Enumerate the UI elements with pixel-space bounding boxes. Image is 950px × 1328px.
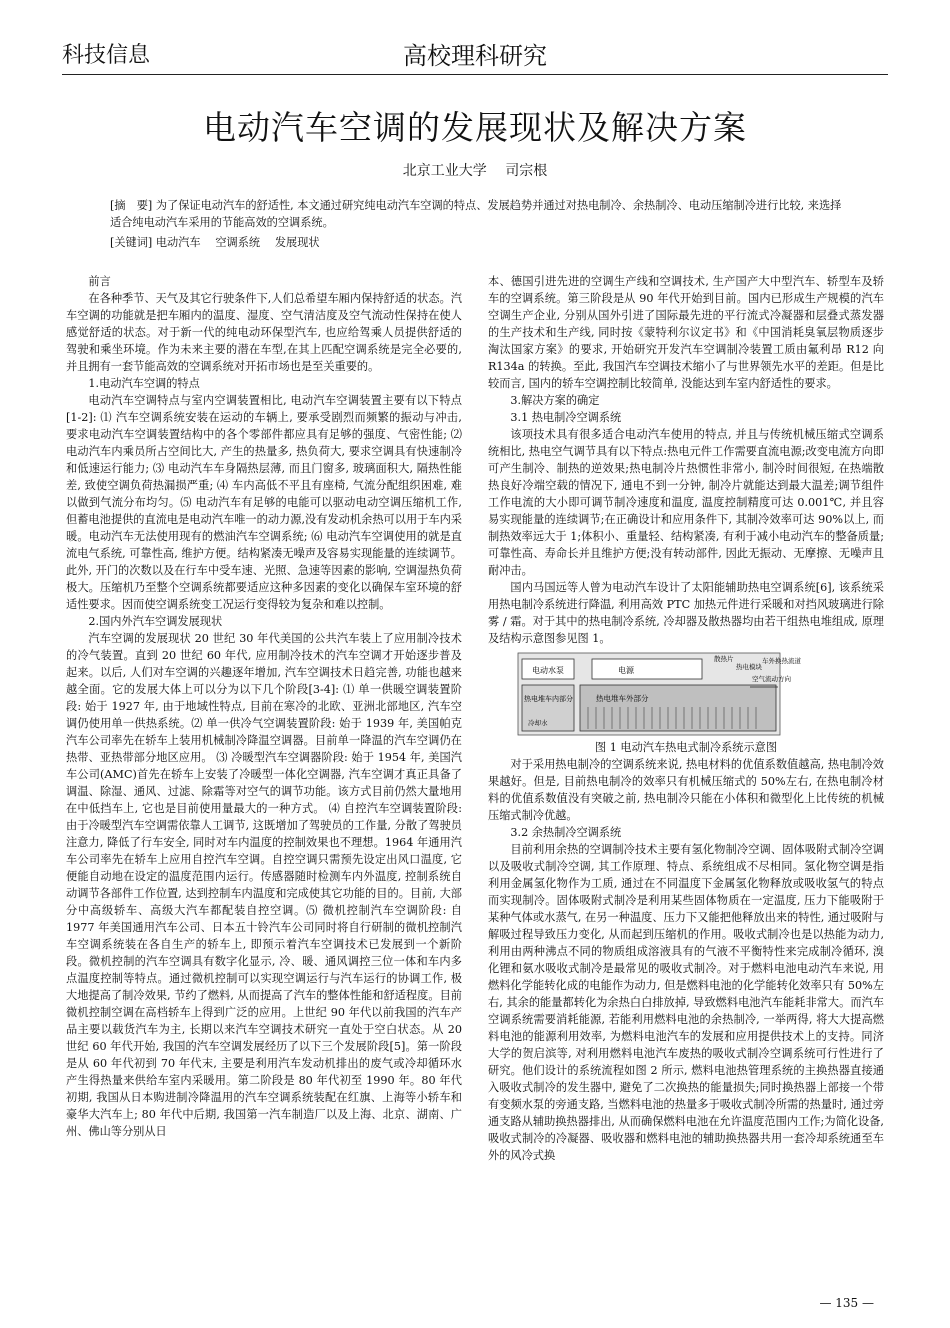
outer-label: 热电堆车外部分 [596,694,649,703]
paragraph-continued: 本、德国引进先进的空调生产线和空调技术, 生产国产大中型汽车、轿型车及轿车的空调系统。第三阶段是从 90 年代开始到目前。国内已形成生产规模的汽车空调生产企业, 分别从国外引进了国际最先进的平行流式冷凝器和层叠式蒸发器的生产技术和生产线, 同时按《蒙特利尔议定书》和《中国消耗臭氧层物质逐步淘汰国家方案》的要求, 开始研究开发汽车空调制冷装置工质由氟利昂 R12 向 R134a 的转换。至此, 我国汽车空调技术缩小了与世界领先水平的差距。但是比较而言, 国内的轿车空调控制比较简单, 没能达到车室内舒适性的要求。 [488,275,884,390]
heading-3-2: 3.2 余热制冷空调系统 [510,826,622,839]
channel-label: 车外换热流道 [762,657,801,665]
section-title: 高校理科研究 [403,42,547,70]
right-column [488,273,884,1164]
paragraph: 该项技术具有很多适合电动汽车使用的特点, 并且与传统机械压缩式空调系统相比, 热电空气调节具有以下特点:热电元件工作需要直流电源;改变电流方向即可产生制冷、制热的逆效果;热电制冷片热惯性非常小, 制冷时间很短, 在热端散热良好冷端空载的情况下, 通电不到一分钟, 制冷片就能达到最大温差;调节组件工作电流的大小即可调节制冷速度和温度, 温度控制精度可达 0.001℃, 并且容易实现能量的连续调节;在正确设计和应用条件下, 其制冷效率可达 90%以上, 而制热效率远大于 1;体积小、重量轻、结构紧凑, 有利于减小电动汽车的整备质量;可靠性高、寿命长并且维护方便;没有转动部件, 因此无振动、无摩擦、无噪声且耐冲击。 [488,428,884,577]
power-box [592,659,702,679]
paragraph: 在各种季节、天气及其它行驶条件下,人们总希望车厢内保持舒适的状态。汽车空调的功能就是把车厢内的温度、湿度、空气清洁度及空气流动性保持在使人感觉舒适的状态。对于新一代的纯电动环保型汽车, 也应给驾乘人员提供舒适的驾驶和乘坐环境。作为未来主要的潜在车型,在其上匹配空调系统是完全必要的,并且拥有一套节能高效的空调系统对开拓市场也是至关重要的。 [66,292,462,373]
paragraph: 汽车空调的发展现状 20 世纪 30 年代美国的公共汽车装上了应用制冷技术的冷气装置。直到 20 世纪 60 年代, 应用制冷技术的汽车空调才开始逐步普及起来。以后, 人们对车空调的兴趣逐年增加, 汽车空调技术日趋完善, 功能也越来越全面。它的发展大体上可以分为以下几个阶段[3-4]: ⑴ 单一供暖空调装置阶段: 始于 1927 年, 由于地域性特点, 目前在寒冷的北欧、亚洲北部地区, 汽车空调仍使用单一供热系统。⑵ 单一供冷气空调装置阶段: 始于 1939 年, 美国帕克汽车公司率先在轿车上装用机械制冷降温空调器。目前单一降温的汽车空调仍在热带、亚热带部分地区应用。 ⑶ 冷暖型汽车空调器阶段: 始于 1954 年, 美国汽车公司(AMC)首先在轿车上安装了冷暖型一体化空调器, 汽车空调才真正具备了调温、除湿、通风、过滤、除霜等对空气的调节功能。该方式目前仍然大量地用在中低挡车上, 它也是目前使用量最大的一种方式。 ⑷ 自控汽车空调装置阶段: 由于冷暖型汽车空调需依靠人工调节, 这既增加了驾驶员的工作量, 分散了驾驶员注意力, 降低了行车安全, 同时对车内温度的控制效果也不理想。1964 年通用汽车公司率先在轿车上应用自控汽车空调。自控空调只需预先设定出风口温度, 它便能自动地在设定的温度范围内运行。传感器随时检测车内外温度, 控制系统自动调节各部件工作位置, 达到控制车内温度和完成使其它功能的目的。目前, 大部分中高级轿车、高级大汽车都配装自控空调。⑸ 微机控制汽车空调阶段: 自 1977 年美国通用汽车公司、日本五十铃汽车公司同时将自行研制的微机控制汽车空调系统装在各自生产的轿车上, 即预示着汽车空调技术已发展到一个新阶段。微机控制的汽车空调具有数字化显示, 冷、暖、通风调控三位一体和车内多点温度控制等特点。通过微机控制可以实现空调运行与汽车运行的协调工作, 极大地提高了制冷效果, 节约了燃料, 从而提高了汽车的整体性能和舒适程度。目前微机控制空调在高档轿车上得到广泛的应用。上世纪 90 年代以前我国的汽车产品主要以载货汽车为主, 长期以来汽车空调技术研究一直处于空白状态。从 20 世纪 60 年代开始, 我国的汽车空调发展经历了以下三个发展阶段[5]。第一阶段是从 60 年代初到 70 年代末, 主要是利用汽车发动机排出的废气或冷却循环水产生得热量来供给车室内采暖用。第二阶段是 80 年代初至 1990 年。80 年代初期, 我国从日本购进制冷降温用的汽车空调系统装配在红旗、上海等小轿车和豪华大汽车上; 80 年代中后期, 我国第一汽车制造厂以及上海、北京、湖南、广州、佛山等分别从日 [66,632,462,1138]
heading-3-1: 3.1 热电制冷空调系统 [510,411,622,424]
thermoelectric-diagram [488,651,884,737]
heading-2: 2.国内外汽车空调发展现状 [88,615,223,628]
outer-pile [580,685,776,731]
paragraph: 国内马国远等人曾为电动汽车设计了太阳能辅助热电空调系统[6], 该系统采用热电制冷系统进行降温, 利用高效 PTC 加热元件进行采暖和对挡风玻璃进行除雾 / 霜。对于其中的热电制冷系统, 冷却器及散热器均由若干组热电堆组成, 原理及结构示意图参见图 1。 [488,581,884,645]
cooling-water-label: 冷却水 [528,719,548,727]
air-direction-label: 空气流动方向 [752,675,791,683]
author-line: 北京工业大学 司宗根 [402,163,548,179]
power-label: 电源 [618,666,634,675]
pump-label: 电动水泵 [532,666,564,675]
journal-name: 科技信息 [62,43,151,68]
heading-3: 3.解决方案的确定 [510,394,600,407]
page-number: — 135 — [819,1296,874,1310]
keywords: [关键词] 电动汽车 空调系统 发展现状 [110,236,320,249]
heading-intro: 前言 [88,275,111,288]
figure-1 [488,651,884,737]
heading-1: 1.电动汽车空调的特点 [88,377,200,390]
paragraph: 电动汽车空调特点与室内空调装置相比, 电动汽车空调装置主要有以下特点[1-2]: ⑴ 汽车空调系统安装在运动的车辆上, 要承受剧烈而频繁的振动与冲击, 要求电动汽车空调装置结构中的各个零部件都应具有足够的强度、气密性能; ⑵ 电动汽车内乘员所占空间比大, 产生的热量多, 热负荷大, 要求空调具有快速制冷和低速运行能力; ⑶ 电动汽车车身隔热层薄, 而且门窗多, 玻璃面积大, 隔热性能差, 致使空调负荷热漏损严重; ⑷ 车内高低不平且有座椅, 气流分配组织困难, 难以做到气流分布均匀。⑸ 电动汽车有足够的电能可以驱动电动空调压缩机工作, 但蓄电池提供的直流电是电动汽车唯一的动力源,没有发动机余热可以用于车内采暖。电动汽车无法使用现有的燃油汽车空调系统; ⑹ 电动汽车空调使用的就是直流电气系统, 可靠性高, 维护方便。结构紧凑无噪声及容易实现能量的连续调节。此外, 开门的次数以及在行车中受车速、光照、急速等因素的影响, 空调湿热负荷极大。压缩机乃至整个空调系统都要适应这种多因素的变化以确保车室环境的舒适性要求。因而使空调系统变工况运行变得较为复杂和难以控制。 [66,394,462,611]
inner-label: 热电堆车内部分 [524,695,573,703]
fin-label: 散热片 [714,655,734,663]
header-rule [62,74,888,75]
left-column [66,273,462,1140]
paragraph: 目前利用余热的空调制冷技术主要有氢化物制冷空调、固体吸附式制冷空调以及吸收式制冷空调, 其工作原理、特点、系统组成不尽相同。氢化物空调是指利用金属氢化物作为工质, 通过在不同温度下金属氢化物释放或吸收氢气的特点而实现制冷。固体吸附式制冷是利用某些固体物质在一定温度, 压力下能吸附于某种气体或水蒸气, 在另一种温度、压力下又能把他释放出来的特性, 通过吸附与解吸过程导致压力变化, 从而起到压缩机的作用。吸收式制冷也是以热能为动力, 利用由两种沸点不同的物质组成溶液具有的气液不平衡特性来完成制冷循环, 溴化锂和氨水吸收式制冷是最常见的吸收式制冷。对于燃料电池电动汽车来说, 用燃料化学能转化成的电能作为动力, 但是燃料电池的化学能转化效率只有 50%左右, 其余的能量都转化为余热白白排放掉, 导致燃料电池汽车能耗非常大。而汽车空调系统需要消耗能源, 若能利用燃料电池的余热制冷, 一举两得, 将大大提高燃料电池的能源利用效率, 为燃料电池汽车的发展和应用提供技术上的支持。同济大学的贺启滨等, 对利用燃料电池汽车废热的吸收式制冷空调系统可行性进行了研究。他们设计的系统流程如图 2 所示, 燃料电池热管理系统的主换热器直接通入吸收式制冷的发生器中, 避免了二次换热的能量损失;同时换热器上部接一个带有变频水泵的旁通支路, 当燃料电池的热量多于吸收式制冷所需的热量时, 通过旁通支路从辅助换热器排出, 从而确保燃料电池在允许温度范围内工作;为简化设备, 吸收式制冷的冷凝器、吸收器和燃料电池的辅助换热器共用一套冷却系统通至车外的风冷式换 [488,843,884,1162]
flow-label: 热电模块 [736,663,762,671]
abstract: [摘 要] 为了保证电动汽车的舒适性, 本文通过研究纯电动汽车空调的特点、发展趋势并通过对热电制冷、余热制冷、电动压缩制冷进行比较, 来选择适合纯电动汽车采用的节能高效的空调系统。 [110,199,842,229]
article-title: 电动汽车空调的发展现状及解决方案 [203,108,747,147]
paragraph: 对于采用热电制冷的空调系统来说, 热电材料的优值系数值越高, 热电制冷效果越好。但是, 目前热电制冷的效率只有机械压缩式的 50%左右, 在热电制冷材料的优值系数值没有突破之前, 热电制冷只能在小体积和微型化上比传统的机械压缩式制冷优越。 [488,758,884,822]
figure-caption: 图 1 电动汽车热电式制冷系统示意图 [594,741,778,754]
